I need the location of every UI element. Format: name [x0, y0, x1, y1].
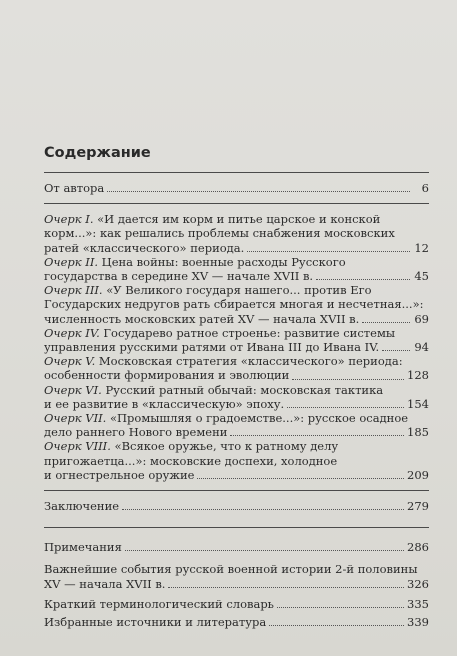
page-number: 339 [407, 615, 429, 630]
toc-entry-text: Государских недругов рать сбирается многая и несчетная...»: [44, 297, 424, 312]
dot-leader [269, 624, 404, 626]
toc-entry-text: Московская стратегия «классического» периода: [98, 354, 403, 369]
toc-entry-text: ратей «классического» периода. [44, 240, 245, 255]
toc-entry[interactable] [44, 439, 429, 482]
toc-entry-line [44, 340, 429, 354]
toc-entry-line [44, 383, 429, 397]
page-number: 154 [407, 396, 429, 411]
toc-entry-line [44, 577, 429, 591]
toc-entry-text: Важнейшие события русской военной истории 2-й половины [44, 562, 418, 577]
page-number: 45 [414, 269, 429, 284]
toc-entry-line [44, 540, 429, 554]
page-number: 286 [407, 540, 429, 555]
page-number: 128 [407, 368, 429, 383]
toc-entry[interactable] [44, 499, 429, 513]
toc-entry-line [44, 615, 429, 629]
toc-entry-text: Примечания [44, 540, 122, 555]
section-rule [44, 203, 429, 204]
toc-entry-text: Русский ратный обычай: московская тактика [105, 382, 384, 397]
dot-leader [287, 406, 404, 408]
toc-entry-line [44, 411, 429, 425]
page-number: 326 [407, 576, 429, 591]
toc-entry[interactable] [44, 597, 429, 611]
toc-entry[interactable] [44, 181, 429, 195]
heading-rule [44, 172, 429, 173]
dot-leader [247, 250, 410, 252]
toc-entry-label: Очерк V. [44, 354, 96, 369]
toc-entry[interactable] [44, 411, 429, 439]
toc-entry-label: Очерк VIII. [44, 439, 111, 454]
toc-entry-line [44, 241, 429, 255]
dot-leader [362, 321, 410, 323]
page-number: 335 [407, 596, 429, 611]
toc-entry-line [44, 597, 429, 611]
toc-entry-text: пригожаетца...»: московские доспехи, холодное [44, 453, 338, 468]
toc-entry-line [44, 368, 429, 382]
toc-entry-line [44, 255, 429, 269]
dot-leader [125, 549, 404, 551]
toc-entry-text: корм...»: как решались проблемы снабжения московских [44, 226, 395, 241]
toc-entry-line [44, 181, 429, 195]
table-of-contents [44, 181, 429, 629]
toc-entry-text: От автора [44, 181, 105, 195]
toc-entry-label: Очерк II. [44, 254, 99, 269]
toc-entry-line [44, 425, 429, 439]
toc-entry-line [44, 312, 429, 326]
toc-entry-line [44, 212, 429, 226]
toc-entry-text: «Всякое оружье, что к ратному делу [114, 439, 339, 454]
page-number: 12 [414, 240, 429, 255]
toc-entry[interactable] [44, 283, 429, 326]
toc-entry-text: Заключение [44, 499, 120, 514]
toc-entry-line [44, 297, 429, 311]
dot-leader [277, 606, 404, 608]
dot-leader [122, 508, 404, 510]
toc-entry-text: численность московских ратей XV — начала XVII в. [44, 311, 360, 326]
toc-entry-text: особенности формирования и эволюции [44, 368, 290, 383]
toc-entry-text: управления русскими ратями от Ивана III до Ивана IV. [44, 340, 380, 355]
toc-entry-text: государства в середине XV — начале XVII в. [44, 269, 314, 284]
toc-entry-text: и огнестрельное оружие [44, 467, 195, 482]
toc-entry-text: «И дается им корм и питье царское и конской [97, 212, 381, 227]
page-number: 69 [414, 311, 429, 326]
toc-entry[interactable] [44, 383, 429, 411]
toc-entry-label: Очерк VI. [44, 382, 102, 397]
toc-entry[interactable] [44, 615, 429, 629]
toc-entry-line [44, 439, 429, 453]
dot-leader [107, 190, 410, 192]
page-number: 209 [407, 467, 429, 482]
toc-entry-text: дело раннего Нового времени [44, 425, 228, 440]
toc-entry-line [44, 562, 429, 576]
page-number: 185 [407, 425, 429, 440]
toc-entry-line [44, 499, 429, 513]
toc-entry[interactable] [44, 212, 429, 255]
toc-entry[interactable] [44, 562, 429, 590]
page-title: Содержание [44, 145, 151, 161]
toc-entry-line [44, 397, 429, 411]
toc-entry-text: Краткий терминологический словарь [44, 596, 274, 611]
toc-entry-line [44, 326, 429, 340]
dot-leader [292, 378, 404, 380]
toc-entry-line [44, 468, 429, 482]
dot-leader [382, 349, 410, 351]
dot-leader [197, 477, 404, 479]
toc-entry-label: Очерк IV. [44, 325, 100, 340]
page-number: 6 [421, 181, 429, 195]
toc-entry[interactable] [44, 354, 429, 382]
toc-entry[interactable] [44, 540, 429, 554]
toc-entry-label: Очерк I. [44, 212, 94, 227]
toc-entry[interactable] [44, 255, 429, 283]
toc-entry-line [44, 226, 429, 240]
toc-entry-line [44, 354, 429, 368]
page-number: 279 [407, 499, 429, 514]
section-rule [44, 490, 429, 491]
toc-entry-line [44, 454, 429, 468]
toc-entry-text: и ее развитие в «классическую» эпоху. [44, 396, 285, 411]
toc-entry-text: Государево ратное строенье: развитие системы [103, 325, 396, 340]
section-rule [44, 527, 429, 528]
toc-entry-text: «Промышляя о градоемстве...»: русское осадное [109, 411, 409, 426]
toc-entry-text: Цена войны: военные расходы Русского [101, 254, 346, 269]
page-number: 94 [414, 340, 429, 355]
toc-entry-text: Избранные источники и литература [44, 615, 267, 630]
toc-entry[interactable] [44, 326, 429, 354]
toc-entry-line [44, 269, 429, 283]
dot-leader [316, 278, 410, 280]
toc-entry-line [44, 283, 429, 297]
dot-leader [230, 434, 404, 436]
toc-entry-text: XV — начала XVII в. [44, 576, 166, 591]
toc-entry-label: Очерк VII. [44, 411, 107, 426]
toc-entry-text: «У Великого государя нашего... против Его [106, 283, 372, 298]
dot-leader [168, 586, 404, 588]
toc-entry-label: Очерк III. [44, 283, 103, 298]
